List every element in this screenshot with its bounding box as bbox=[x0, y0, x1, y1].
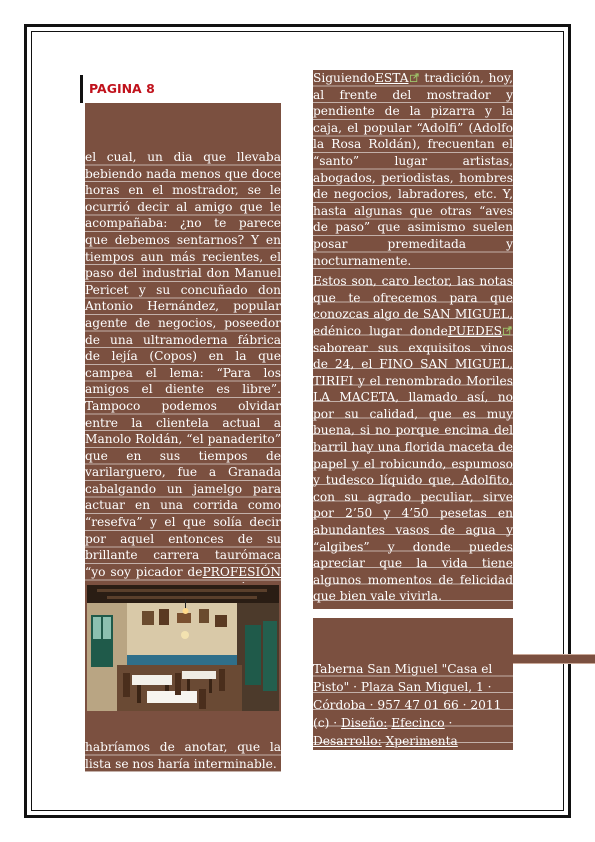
tavern-interior-photo bbox=[85, 583, 281, 713]
left-column-gap-block bbox=[85, 713, 281, 739]
left-column-text bbox=[85, 149, 281, 614]
right-paragraph-1: SiguiendoESTA tradición, hoy, al frente del mostrador y pendiente de la pizarra y la caja, el popular “Adolfi” (Adolfo la Rosa Roldán), frecuentan el “santo” lugar artistas, abogados, periodistas, hombres de negocios, labradores, etc. Y, hasta algunas que otras “aves de paso” que asimismo suelen posar premeditada y nocturnamente. bbox=[313, 71, 513, 268]
xperimenta-link[interactable]: Xperimenta bbox=[385, 734, 458, 748]
left-paragraph: el cual, un dia que llevaba bebiendo nada menos que doce horas en el mostrador, se le ocurrió decir al amigo que le acompañaba: ¿no te parece que debemos sentarnos? Y en tiempos aun más recientes, el paso del industrial don Manuel Pericet y su concuñado don Antonio Hernández, popular agente de negocios, poseedor de una ultramoderna fábrica de lejía (Copos) en la que campea el lema: “Para los amigos el diente es libre”. Tampoco podemos olvidar entre la clientela actual a Manolo Roldán, “el panaderito” que en sus tiempos de varilarguero, fue a Granada cabalgando un jamelgo para actuar en una corrida como “resefva” y el que solía decir por aquel entonces de su brillante carrera taurómaca “yo soy picador dePROFESIÓN bbox=[85, 149, 281, 614]
left-column-closing: habríamos de anotar, que la lista se nos haría interminable. bbox=[85, 740, 281, 771]
desarrollo-link[interactable]: Desarrollo: bbox=[313, 734, 382, 748]
esta-link[interactable]: ESTA bbox=[375, 71, 409, 85]
puedes-link[interactable]: PUEDES bbox=[447, 323, 502, 338]
diseno-link[interactable]: Diseño: bbox=[340, 716, 388, 730]
footer-info: Taberna San Miguel "Casa el Pisto" · Plaza San Miguel, 1 · Córdoba · 957 47 01 66 · 2011 (c) · bbox=[313, 662, 502, 730]
profesion-link[interactable]: PROFESIÓN bbox=[202, 564, 281, 579]
external-link-icon bbox=[410, 73, 419, 82]
right-column-text bbox=[313, 70, 513, 609]
left-column-header-block bbox=[85, 103, 281, 149]
right-column-gap-block bbox=[313, 618, 513, 660]
footer-separator: · bbox=[444, 716, 453, 730]
decorative-strip bbox=[513, 654, 595, 664]
efecinco-link[interactable]: Efecinco bbox=[391, 716, 445, 730]
footer-block bbox=[313, 660, 513, 750]
external-link-icon bbox=[503, 326, 512, 335]
right-paragraph-2: Estos son, caro lector, las notas que te ofrecemos para que conozcas algo de SAN MIGUEL, edénico lugar dondePUEDES saborear sus exquisitos vinos de 24, el FINO SAN MIGUEL, TIRIFI y el renombrado Moriles LA MACETA, llamado así, no por su calidad, que es muy buena, si no porque encima del barril hay una florida maceta de papel y el robicundo, espumoso y tudesco líquido que, Adolfito, con su agrado peculiar, sirve por 2’50 y 4’50 pesetas en abundantes vasos de agua y “algibes” y donde puedes apreciar que la vida tiene algunos momentos de felicidad que bien vale vivirla. bbox=[313, 274, 513, 604]
page-label: PAGINA 8 bbox=[80, 75, 155, 103]
